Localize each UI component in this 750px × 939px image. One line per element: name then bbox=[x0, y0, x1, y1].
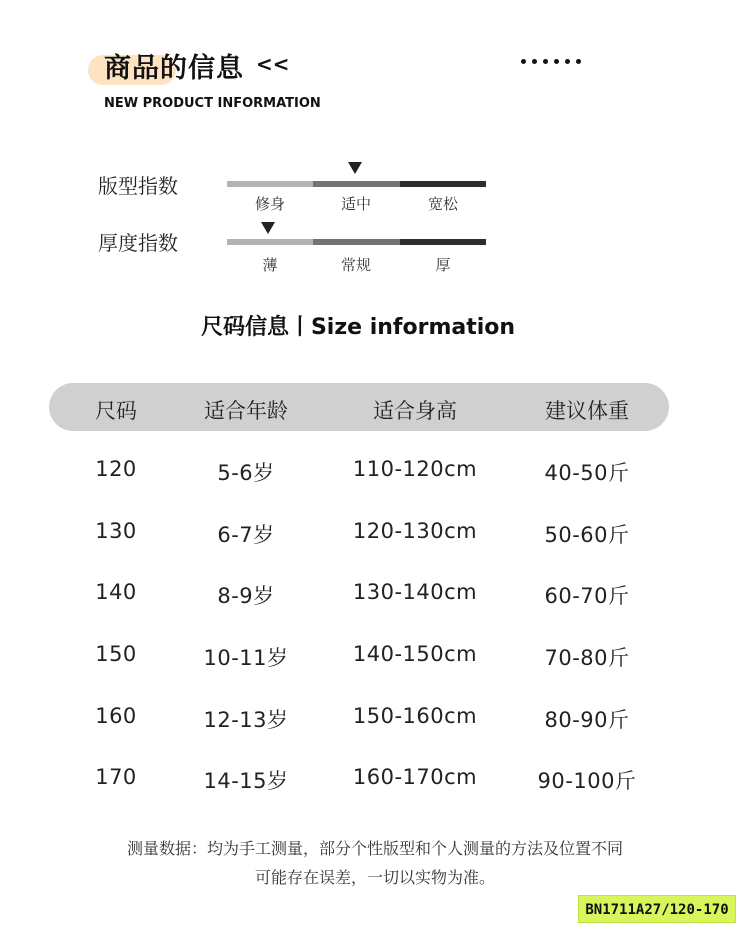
thickness-selected-marker-icon bbox=[261, 222, 275, 234]
table-row-cell-weight: 40-50斤 bbox=[544, 461, 630, 485]
header-weight: 建议体重 bbox=[545, 399, 629, 423]
table-row-cell-weight: 50-60斤 bbox=[544, 523, 630, 547]
page-subtitle: NEW PRODUCT INFORMATION bbox=[104, 96, 321, 111]
table-row-cell-weight: 80-90斤 bbox=[544, 708, 630, 732]
thickness-option-thick: 厚 bbox=[435, 256, 451, 274]
more-dots-icon bbox=[521, 56, 581, 66]
size-info-title: 尺码信息丨Size information bbox=[200, 315, 516, 340]
fit-selected-marker-icon bbox=[348, 162, 362, 174]
table-row-cell-height: 160-170cm bbox=[352, 765, 478, 789]
fit-scale-loose bbox=[400, 181, 486, 187]
table-row-cell-weight: 60-70斤 bbox=[544, 584, 630, 608]
thickness-scale-thick bbox=[400, 239, 486, 245]
table-row-cell-size: 160 bbox=[95, 704, 137, 728]
table-row-cell-size: 140 bbox=[95, 580, 137, 604]
product-code-badge: BN1711A27/120-170 bbox=[578, 895, 736, 923]
thickness-scale-thin bbox=[227, 239, 313, 245]
table-row-cell-weight: 90-100斤 bbox=[537, 769, 637, 793]
table-row-cell-age: 10-11岁 bbox=[203, 646, 289, 670]
table-row-cell-size: 150 bbox=[95, 642, 137, 666]
table-row-cell-height: 140-150cm bbox=[352, 642, 478, 666]
table-row-cell-age: 6-7岁 bbox=[217, 523, 275, 547]
thickness-option-regular: 常规 bbox=[340, 256, 371, 274]
table-row-cell-height: 150-160cm bbox=[352, 704, 478, 728]
header-size: 尺码 bbox=[95, 399, 137, 423]
table-row-cell-age: 12-13岁 bbox=[203, 708, 289, 732]
fit-scale-regular bbox=[313, 181, 400, 187]
fit-scale-slim bbox=[227, 181, 313, 187]
table-row-cell-size: 120 bbox=[95, 457, 137, 481]
header-age: 适合年龄 bbox=[204, 399, 288, 423]
table-row-cell-height: 130-140cm bbox=[352, 580, 478, 604]
table-row-cell-size: 170 bbox=[95, 765, 137, 789]
thickness-scale-regular bbox=[313, 239, 400, 245]
chevron-left-icon: << bbox=[256, 52, 290, 76]
table-row-cell-age: 5-6岁 bbox=[217, 461, 275, 485]
fit-index-label: 版型指数 bbox=[98, 174, 178, 198]
fit-option-regular: 适中 bbox=[340, 195, 371, 213]
thickness-index-label: 厚度指数 bbox=[98, 231, 178, 255]
table-row-cell-age: 14-15岁 bbox=[203, 769, 289, 793]
page-title: 商品的信息 bbox=[104, 53, 244, 84]
measurement-note-line1: 测量数据：均为手工测量，部分个性版型和个人测量的方法及位置不同 bbox=[126, 839, 623, 858]
table-row-cell-size: 130 bbox=[95, 519, 137, 543]
table-row-cell-age: 8-9岁 bbox=[217, 584, 275, 608]
table-row-cell-height: 110-120cm bbox=[352, 457, 478, 481]
header-height: 适合身高 bbox=[373, 399, 457, 423]
measurement-note-line2: 可能存在误差，一切以实物为准。 bbox=[254, 868, 495, 887]
thickness-option-thin: 薄 bbox=[262, 256, 278, 274]
table-row-cell-height: 120-130cm bbox=[352, 519, 478, 543]
table-row-cell-weight: 70-80斤 bbox=[544, 646, 630, 670]
fit-option-loose: 宽松 bbox=[427, 195, 458, 213]
fit-option-slim: 修身 bbox=[254, 195, 285, 213]
